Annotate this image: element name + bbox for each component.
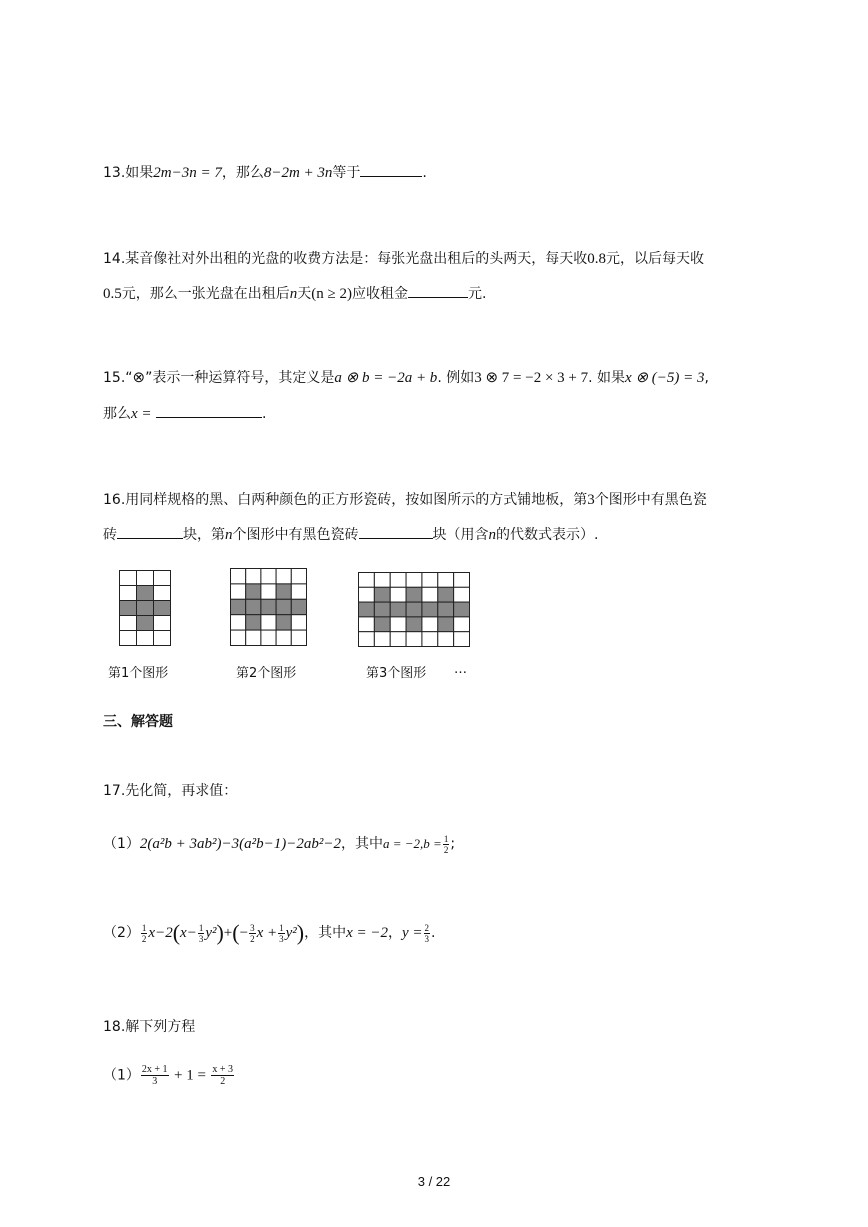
question-13: [103, 162, 427, 182]
white-tile: [231, 569, 246, 584]
q14-text-e: 应收租金: [351, 286, 408, 302]
black-tile: [154, 601, 171, 616]
question-16-line1: [103, 489, 707, 509]
section-3-title: 三、解答题: [103, 714, 173, 730]
question-18-part1: [103, 1064, 235, 1087]
frac-den: 2: [443, 844, 449, 855]
white-tile: [120, 616, 137, 631]
q14-text: 14.某音像社对外出租的光盘的收费方法是：每张光盘出租后的头两天，每天收: [103, 251, 588, 267]
q17-p1-condition: a = −2,b =: [383, 836, 442, 851]
white-tile: [261, 584, 276, 599]
black-tile: [246, 584, 261, 599]
q18-middle: + 1 =: [174, 1067, 206, 1084]
white-tile: [120, 631, 137, 646]
q16-text-g: 的代数式表示）.: [496, 527, 599, 543]
q15-text-d: ,: [704, 370, 709, 386]
q17-p1-expression: 2(a²b + 3ab²)−3(a²b−1)−2ab²−2: [139, 836, 342, 852]
q18-p1-label: （1）: [103, 1067, 140, 1084]
white-tile: [291, 584, 306, 599]
black-tile: [438, 617, 454, 632]
black-tile: [137, 586, 154, 601]
black-tile: [406, 617, 422, 632]
q14-text-d: 天: [297, 286, 312, 302]
white-tile: [438, 573, 454, 588]
white-tile: [154, 586, 171, 601]
q15-end: .: [261, 406, 267, 422]
q14-answer-blank: [408, 283, 468, 298]
q14-price1: 0.8: [587, 251, 607, 267]
q15-condition: x ⊗ (−5) = 3: [625, 370, 705, 386]
q15-text-b: . 例如: [437, 370, 475, 386]
question-14-line1: [103, 248, 704, 268]
white-tile: [422, 587, 438, 602]
frac-num: x + 3: [212, 1064, 234, 1075]
white-tile: [390, 587, 406, 602]
q13-expression: 8−2m + 3n: [263, 165, 333, 181]
white-tile: [137, 571, 154, 586]
white-tile: [276, 630, 291, 645]
white-tile: [231, 615, 246, 630]
q17-p1-fraction: [443, 834, 450, 855]
black-tile: [374, 602, 390, 617]
black-tile: [390, 602, 406, 617]
white-tile: [154, 631, 171, 646]
q13-answer-blank: [360, 162, 422, 177]
q15-prefix: 15.“: [103, 370, 133, 386]
white-tile: [454, 617, 470, 632]
frac-den: 3: [424, 933, 430, 944]
q17-p2-term6: y²: [285, 925, 297, 941]
q17-p2-frac2: [198, 923, 205, 944]
q14-text-b: 元，以后每天收: [606, 251, 705, 267]
black-tile: [374, 587, 390, 602]
q17-p1-end: ;: [450, 836, 456, 852]
q14-price2: 0.5: [103, 286, 122, 302]
q17-p2-frac4: [278, 923, 285, 944]
q14-text-f: 元.: [467, 286, 487, 302]
white-tile: [154, 616, 171, 631]
white-tile: [276, 569, 291, 584]
frac-num: 2: [424, 922, 430, 933]
q16-text-e: 个图形中有黑色瓷砖: [232, 527, 359, 543]
white-tile: [359, 587, 375, 602]
black-tile: [276, 615, 291, 630]
figure-2-label: 第2个图形: [236, 666, 297, 681]
black-tile: [137, 601, 154, 616]
q16-text-b: 个图形中有黑色瓷: [594, 492, 707, 508]
frac-den: 3: [198, 933, 204, 944]
white-tile: [246, 630, 261, 645]
white-tile: [120, 571, 137, 586]
q17-p2-frac5: [424, 923, 431, 944]
q17-p2-frac1: [141, 923, 148, 944]
q15-x-equals: x =: [131, 406, 152, 422]
right-paren: ): [216, 920, 224, 945]
q14-condition: (n ≥ 2): [311, 286, 352, 302]
frac-num: 1: [141, 922, 147, 933]
q13-text: ，那么: [221, 165, 264, 181]
white-tile: [291, 569, 306, 584]
q17-p2-y-equals: y =: [401, 925, 423, 941]
tiling-figure-2: [230, 568, 307, 646]
black-tile: [276, 599, 291, 614]
frac-den: 3: [152, 1076, 158, 1087]
white-tile: [454, 587, 470, 602]
q15-operator: ⊗: [132, 370, 146, 386]
left-paren: (: [172, 920, 181, 945]
black-tile: [291, 599, 306, 614]
white-tile: [359, 632, 375, 647]
q15-text-c: . 如果: [588, 370, 626, 386]
frac-num: 2x + 1: [141, 1064, 168, 1075]
q17-p2-x-value: x = −2: [346, 925, 388, 941]
q17-p2-comma: ，: [387, 925, 402, 941]
black-tile: [438, 602, 454, 617]
black-tile: [374, 617, 390, 632]
question-16-line2: [103, 524, 598, 544]
white-tile: [422, 632, 438, 647]
white-tile: [422, 617, 438, 632]
frac-num: 1: [443, 833, 449, 844]
white-tile: [406, 632, 422, 647]
white-tile: [390, 573, 406, 588]
left-paren: (: [232, 920, 240, 945]
question-18-title: 18.解下列方程: [103, 1019, 196, 1035]
q16-text-f: 块（用含: [432, 527, 489, 543]
q17-p2-frac3: [249, 923, 256, 944]
white-tile: [406, 573, 422, 588]
q13-prefix: 13.如果: [103, 165, 154, 181]
frac-den: 3: [279, 933, 284, 944]
black-tile: [261, 599, 276, 614]
q13-equation: 2m−3n = 7: [153, 165, 222, 181]
white-tile: [137, 631, 154, 646]
black-tile: [422, 602, 438, 617]
figure-1-label: 第1个图形: [108, 666, 169, 681]
q15-text-e: 那么: [103, 406, 131, 422]
q16-var-n: n: [225, 527, 233, 543]
question-14-line2: [103, 283, 486, 303]
q17-p2-term3: y²: [205, 925, 217, 941]
question-17-part1: [103, 833, 455, 855]
figure-3-label: 第3个图形: [366, 666, 427, 681]
q17-p2-end: .: [431, 925, 436, 941]
frac-den: 2: [141, 933, 147, 944]
black-tile: [438, 587, 454, 602]
white-tile: [246, 569, 261, 584]
white-tile: [261, 630, 276, 645]
frac-den: 2: [250, 933, 255, 944]
right-paren: ): [296, 920, 305, 945]
q13-suffix: 等于: [332, 165, 361, 181]
question-15-line2: [103, 403, 266, 423]
white-tile: [231, 630, 246, 645]
q17-p2-minus: −: [239, 925, 249, 941]
tiling-figure-3: [358, 572, 470, 647]
q17-p2-term5: x +: [256, 925, 278, 941]
black-tile: [246, 615, 261, 630]
q15-answer-blank: [156, 403, 262, 418]
frac-den: 2: [220, 1076, 226, 1087]
white-tile: [291, 615, 306, 630]
figure-ellipsis: …: [454, 662, 467, 677]
q18-rhs-fraction: [211, 1064, 234, 1087]
white-tile: [120, 586, 137, 601]
q17-p2-where: ，其中: [304, 925, 347, 941]
white-tile: [231, 584, 246, 599]
q16-text-c: 砖: [103, 527, 117, 543]
white-tile: [454, 573, 470, 588]
white-tile: [422, 573, 438, 588]
white-tile: [438, 632, 454, 647]
white-tile: [390, 632, 406, 647]
q16-var-n2: n: [488, 527, 496, 543]
q17-p2-term1: x−2: [148, 925, 173, 941]
black-tile: [454, 602, 470, 617]
frac-num: 1: [198, 922, 204, 933]
white-tile: [261, 569, 276, 584]
black-tile: [246, 599, 261, 614]
white-tile: [291, 630, 306, 645]
white-tile: [454, 632, 470, 647]
q15-definition: a ⊗ b = −2a + b: [334, 370, 438, 386]
q16-answer-blank-2: [359, 524, 433, 539]
white-tile: [359, 617, 375, 632]
q15-text: ”表示一种运算符号，其定义是: [145, 370, 335, 386]
q18-lhs-fraction: [141, 1064, 169, 1087]
q17-p2-label: （2）: [103, 925, 140, 941]
frac-num: 3: [250, 922, 255, 933]
question-15-line1: [103, 367, 709, 387]
black-tile: [406, 602, 422, 617]
tiling-figure-1: [119, 570, 171, 646]
q13-end: .: [422, 165, 427, 181]
black-tile: [231, 599, 246, 614]
q17-p2-term2: x−: [180, 925, 197, 941]
black-tile: [406, 587, 422, 602]
black-tile: [120, 601, 137, 616]
q17-p1-where: ，其中: [341, 836, 384, 852]
q14-var-n: n: [289, 286, 298, 302]
white-tile: [374, 573, 390, 588]
q16-text: 16.用同样规格的黑、白两种颜色的正方形瓷砖，按如图所示的方式铺地板，第: [103, 492, 588, 508]
black-tile: [276, 584, 291, 599]
white-tile: [261, 615, 276, 630]
q17-p1-label: （1）: [103, 836, 140, 852]
white-tile: [390, 617, 406, 632]
frac-num: 1: [279, 922, 284, 933]
q16-answer-blank-1: [117, 524, 183, 539]
page-number: 3 / 22: [417, 1174, 451, 1189]
black-tile: [359, 602, 375, 617]
q17-p2-plus: +: [223, 925, 233, 941]
black-tile: [137, 616, 154, 631]
q14-text-c: 元，那么一张光盘在出租后: [121, 286, 290, 302]
q16-number: 3: [587, 492, 595, 508]
question-17-part2: [103, 920, 435, 946]
white-tile: [154, 571, 171, 586]
white-tile: [359, 573, 375, 588]
white-tile: [374, 632, 390, 647]
question-17-title: 17.先化简，再求值：: [103, 783, 238, 799]
q15-example: 3 ⊗ 7 = −2 × 3 + 7: [474, 370, 589, 386]
q16-text-d: 块，第: [183, 527, 225, 543]
